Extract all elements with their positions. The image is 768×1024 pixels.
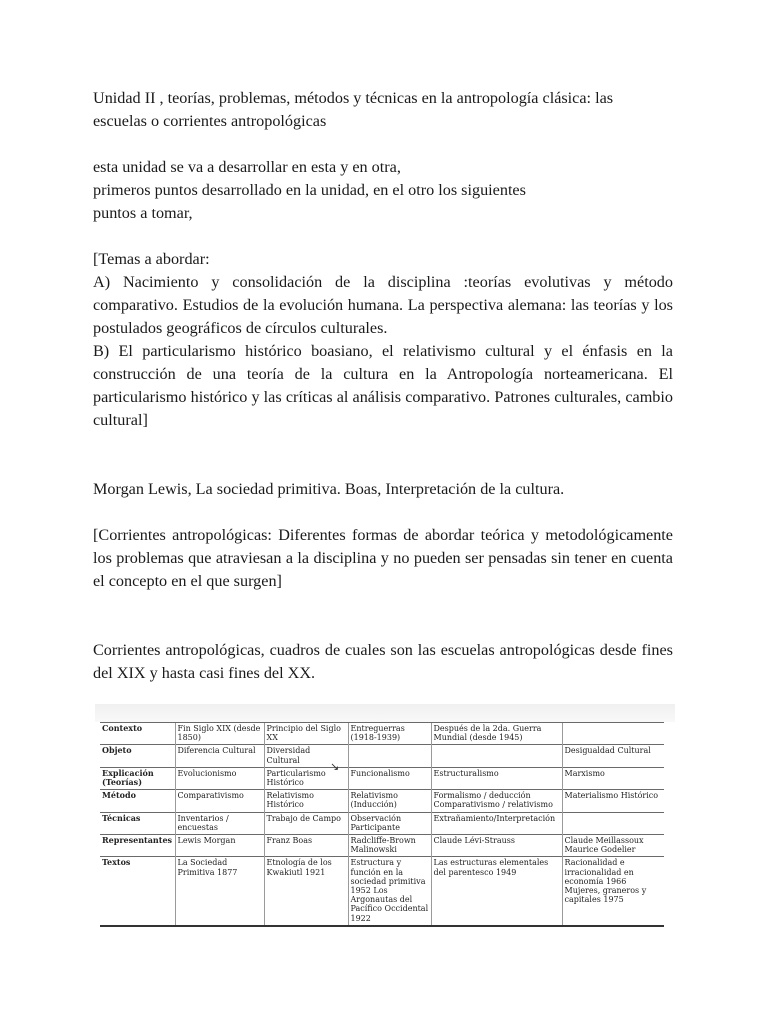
table-cell: Funcionalismo [348,767,431,789]
table-cell: La Sociedad Primitiva 1877 [175,857,264,926]
table-cell: Particularismo Histórico [264,767,348,789]
table-cell: Diversidad Cultural [264,745,348,767]
table-row-representantes [100,835,664,857]
schools-table [100,722,664,927]
row-header-cell: Objeto [100,745,175,767]
table-cell: Desigualdad Cultural [562,745,664,767]
table-cell: Franz Boas [264,835,348,857]
table-cell: Estructuralismo [431,767,562,789]
table-cell [348,745,431,767]
table-cell: Estructura y función en la sociedad primitiva 1952 Los Argonautas del Pacífico Occidental 1922 [348,857,431,926]
row-header-cell: Textos [100,857,175,926]
table-cell: Observación Participante [348,812,431,834]
table-cell: Etnología de los Kwakiutl 1921 [264,857,348,926]
row-header-cell: Explicación (Teorías) [100,767,175,789]
table-cell: Principio del Siglo XX [264,723,348,745]
temas-item-a: A) Nacimiento y consolidación de la disciplina :teorías evolutivas y método comparativo. Estudios de la evolución humana. La perspectiva alemana: las teorías y los postulados geográficos de círculos culturales. [93,273,673,337]
mouse-cursor-icon: ↘ [330,760,340,773]
table-cell: Claude Lévi-Strauss [431,835,562,857]
document-body [93,87,673,685]
row-header-cell: Método [100,790,175,812]
table-cell: Lewis Morgan [175,835,264,857]
intro-line-2: primeros puntos desarrollado en la unidad, en el otro los siguientes [93,181,526,199]
unit-title-line-2: escuelas o corrientes antropológicas [93,112,327,130]
unit-title [93,87,673,133]
table-cell [562,812,664,834]
table-row-textos [100,857,664,926]
corrientes-definition: [Corrientes antropológicas: Diferentes formas de abordar teórica y metodológicamente los problemas que atraviesan a la disciplina y no pueden ser pensadas sin tener en cuenta el concepto en el que surgen] [93,526,673,590]
table-row-explicacion [100,767,664,789]
table-cell: Inventarios / encuestas [175,812,264,834]
table-cell: Relativismo (Inducción) [348,790,431,812]
temas-item-b: B) El particularismo histórico boasiano, el relativismo cultural y el énfasis en la construcción de una teoría de la cultura en la Antropología norteamericana. El particularismo histórico y las críticas al análisis comparativo. Patrones culturales, cambio cultural] [93,342,673,429]
table-cell: Las estructuras elementales del parentesco 1949 [431,857,562,926]
intro-line-1: esta unidad se va a desarrollar en esta y en otra, [93,158,401,176]
table-cell: Evolucionismo [175,767,264,789]
references-line: Morgan Lewis, La sociedad primitiva. Boas, Interpretación de la cultura. [93,480,565,498]
table-cell: Después de la 2da. Guerra Mundial (desde 1945) [431,723,562,745]
table-cell: Relativismo Histórico [264,790,348,812]
intro-line-3: puntos a tomar, [93,204,193,222]
table-cell: Trabajo de Campo [264,812,348,834]
row-header-cell: Contexto [100,723,175,745]
unit-title-line-1: Unidad II , teorías, problemas, métodos y técnicas en la antropología clásica: las [93,89,614,107]
table-cell: Claude Meillassoux Maurice Godelier [562,835,664,857]
row-header-cell: Técnicas [100,812,175,834]
table-cell: Comparativismo [175,790,264,812]
table-cell: Radcliffe-Brown Malinowski [348,835,431,857]
schools-table-image [95,704,675,962]
table-cell: Extrañamiento/Interpretación [431,812,562,834]
table-cell [431,745,562,767]
table-row-tecnicas [100,812,664,834]
intro-paragraph [93,156,673,225]
table-row-metodo [100,790,664,812]
temas-heading: [Temas a abordar: [93,250,210,268]
table-cell: Formalismo / deducción Comparativismo / relativismo [431,790,562,812]
cuadros-paragraph: Corrientes antropológicas, cuadros de cuales son las escuelas antropológicas desde fines del XIX y hasta casi fines del XX. [93,641,673,682]
table-cell: Diferencia Cultural [175,745,264,767]
table-row-objeto [100,745,664,767]
table-cell: Entreguerras (1918-1939) [348,723,431,745]
table-cell: Racionalidad e irracionalidad en economía 1966 Mujeres, graneros y capitales 1975 [562,857,664,926]
row-header-cell: Representantes [100,835,175,857]
table-cell: Fin Siglo XIX (desde 1850) [175,723,264,745]
table-cell: Materialismo Histórico [562,790,664,812]
table-row-contexto [100,723,664,745]
table-cell [562,723,664,745]
table-cell: Marxismo [562,767,664,789]
